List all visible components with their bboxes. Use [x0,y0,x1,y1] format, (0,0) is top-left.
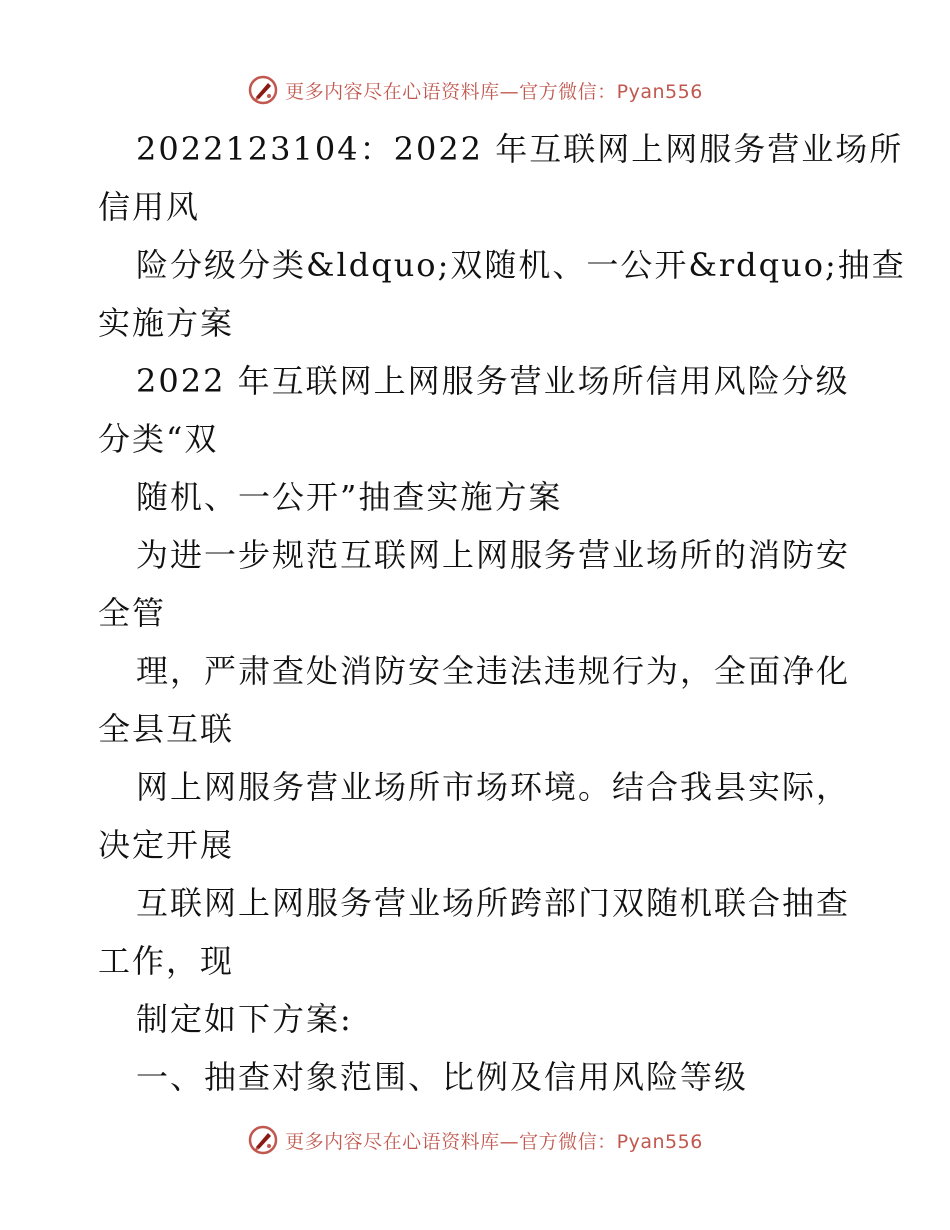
title-line: 信用风 [98,188,201,226]
paragraph-line: 为进一步规范互联网上网服务营业场所的消防安 [136,536,851,574]
paragraph-line: 互联网上网服务营业场所跨部门双随机联合抽查 [136,884,851,922]
pen-circle-logo-icon [247,74,279,106]
paragraph-line: 全县互联 [98,710,235,748]
footer-watermark [0,1120,950,1160]
paragraph-line: 决定开展 [98,826,235,864]
header-watermark [0,70,950,110]
document-body [98,120,906,1106]
watermark-text: 更多内容尽在心语资料库—官方微信：Pyan556 [285,80,703,103]
title-line: 2022123104：2022 年互联网上网服务营业场所 [136,130,904,168]
pen-circle-logo-icon [247,1124,279,1156]
paragraph-line: 工作，现 [98,942,235,980]
title-line: 险分级分类&ldquo;双随机、一公开&rdquo;抽查 [136,246,906,284]
paragraph-line: 理，严肃查处消防安全违法违规行为，全面净化 [136,652,851,690]
subtitle-line: 随机、一公开”抽查实施方案 [136,478,563,516]
section-heading: 一、抽查对象范围、比例及信用风险等级 [136,1058,749,1096]
watermark-text: 更多内容尽在心语资料库—官方微信：Pyan556 [285,1130,703,1153]
paragraph-line: 网上网服务营业场所市场环境。结合我县实际， [136,768,851,806]
subtitle-line: 2022 年互联网上网服务营业场所信用风险分级 [136,362,850,400]
paragraph-line: 制定如下方案: [136,1000,353,1038]
title-line: 实施方案 [98,304,235,342]
paragraph-line: 全管 [98,594,167,632]
subtitle-line: 分类“双 [98,420,219,458]
